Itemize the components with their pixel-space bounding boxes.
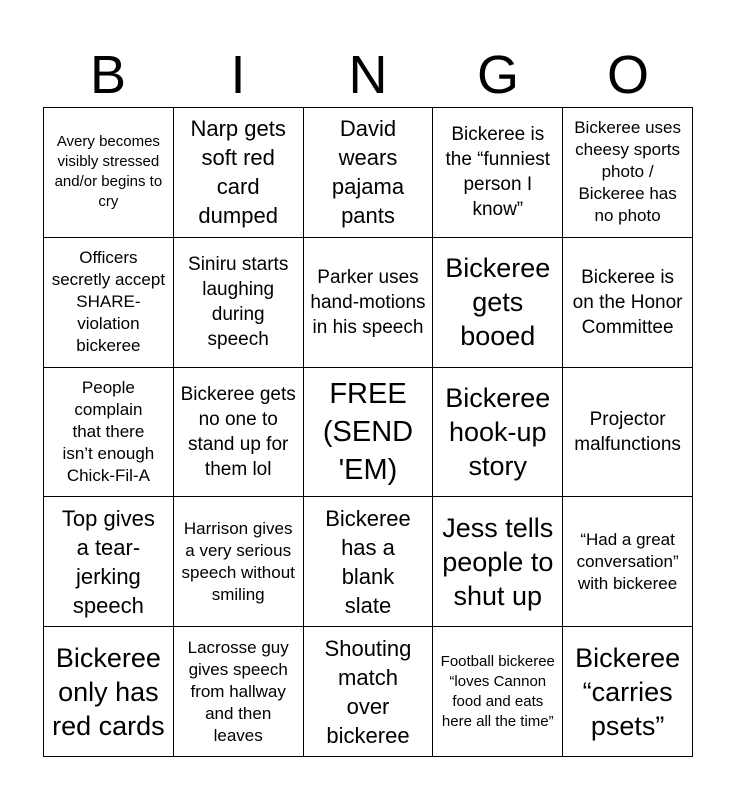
cell-text: Bickeree is on the Honor Committee bbox=[572, 266, 683, 338]
cell-text: Lacrosse guy gives speech from hallway and then leaves bbox=[187, 637, 289, 745]
cell-text: Bickeree hook-up story bbox=[445, 382, 551, 481]
header-letter-o: O bbox=[606, 45, 649, 105]
cell-text: Narp gets soft red card dumped bbox=[190, 116, 286, 229]
cell-text: “Had a great conversation” with bickeree bbox=[576, 529, 679, 593]
bingo-cell[interactable] bbox=[433, 627, 563, 757]
cell-text: Projector malfunctions bbox=[574, 408, 681, 455]
cell-text: Officers secretly accept SHARE-violation bickeree bbox=[51, 248, 166, 356]
cell-text: Siniru starts laughing during speech bbox=[188, 254, 289, 351]
free-space-text: FREE (SEND 'EM) bbox=[322, 377, 414, 486]
cell-text: Shouting match over bickeree bbox=[324, 635, 412, 748]
cell-text: Avery becomes visibly stressed and/or begins to cry bbox=[54, 133, 163, 211]
bingo-cell[interactable] bbox=[433, 497, 563, 627]
bingo-cell[interactable] bbox=[174, 108, 304, 238]
bingo-cell[interactable] bbox=[174, 368, 304, 498]
cell-text: Bickeree has a blank slate bbox=[325, 505, 411, 618]
bingo-cell[interactable] bbox=[563, 627, 693, 757]
bingo-cell[interactable] bbox=[44, 108, 174, 238]
bingo-cell[interactable] bbox=[433, 108, 563, 238]
cell-text: People complain that there isn’t enough Chick-Fil-A bbox=[62, 377, 155, 485]
header-letter-i: I bbox=[230, 45, 246, 105]
cell-text: Jess tells people to shut up bbox=[442, 512, 554, 611]
bingo-cell[interactable] bbox=[44, 497, 174, 627]
bingo-cell[interactable] bbox=[304, 627, 434, 757]
header-letter-b: B bbox=[89, 45, 127, 105]
bingo-cell[interactable] bbox=[174, 627, 304, 757]
bingo-header bbox=[43, 44, 693, 106]
cell-text: Harrison gives a very serious speech without smiling bbox=[181, 518, 295, 604]
header-letter-n: N bbox=[348, 45, 388, 105]
cell-text: Bickeree uses cheesy sports photo / Bickeree has no photo bbox=[574, 118, 681, 226]
cell-text: Parker uses hand-motions in his speech bbox=[310, 266, 426, 338]
bingo-cell[interactable] bbox=[304, 497, 434, 627]
bingo-cell[interactable] bbox=[304, 238, 434, 368]
bingo-cell[interactable] bbox=[563, 497, 693, 627]
bingo-cell[interactable] bbox=[304, 108, 434, 238]
bingo-cell[interactable] bbox=[433, 368, 563, 498]
cell-text: David wears pajama pants bbox=[331, 116, 405, 229]
bingo-cell[interactable] bbox=[44, 627, 174, 757]
bingo-cell[interactable] bbox=[44, 368, 174, 498]
cell-text: Top gives a tear-jerking speech bbox=[61, 505, 155, 618]
cell-text: Bickeree gets no one to stand up for them lol bbox=[180, 383, 296, 480]
cell-text: Bickeree gets booed bbox=[445, 253, 551, 352]
bingo-cell[interactable] bbox=[563, 238, 693, 368]
cell-text: Football bickeree “loves Cannon food and eats here all the time” bbox=[440, 652, 555, 730]
header-letter-g: G bbox=[476, 45, 519, 105]
cell-text: Bickeree “carries psets” bbox=[575, 642, 681, 741]
bingo-cell[interactable] bbox=[174, 238, 304, 368]
bingo-cell[interactable] bbox=[563, 368, 693, 498]
bingo-board bbox=[43, 107, 693, 757]
bingo-cell free-space[interactable] bbox=[304, 368, 434, 498]
bingo-cell[interactable] bbox=[174, 497, 304, 627]
cell-text: Bickeree is the “funniest person I know” bbox=[445, 124, 551, 221]
bingo-cell[interactable] bbox=[433, 238, 563, 368]
bingo-cell[interactable] bbox=[563, 108, 693, 238]
bingo-cell[interactable] bbox=[44, 238, 174, 368]
cell-text: Bickeree only has red cards bbox=[52, 642, 165, 741]
